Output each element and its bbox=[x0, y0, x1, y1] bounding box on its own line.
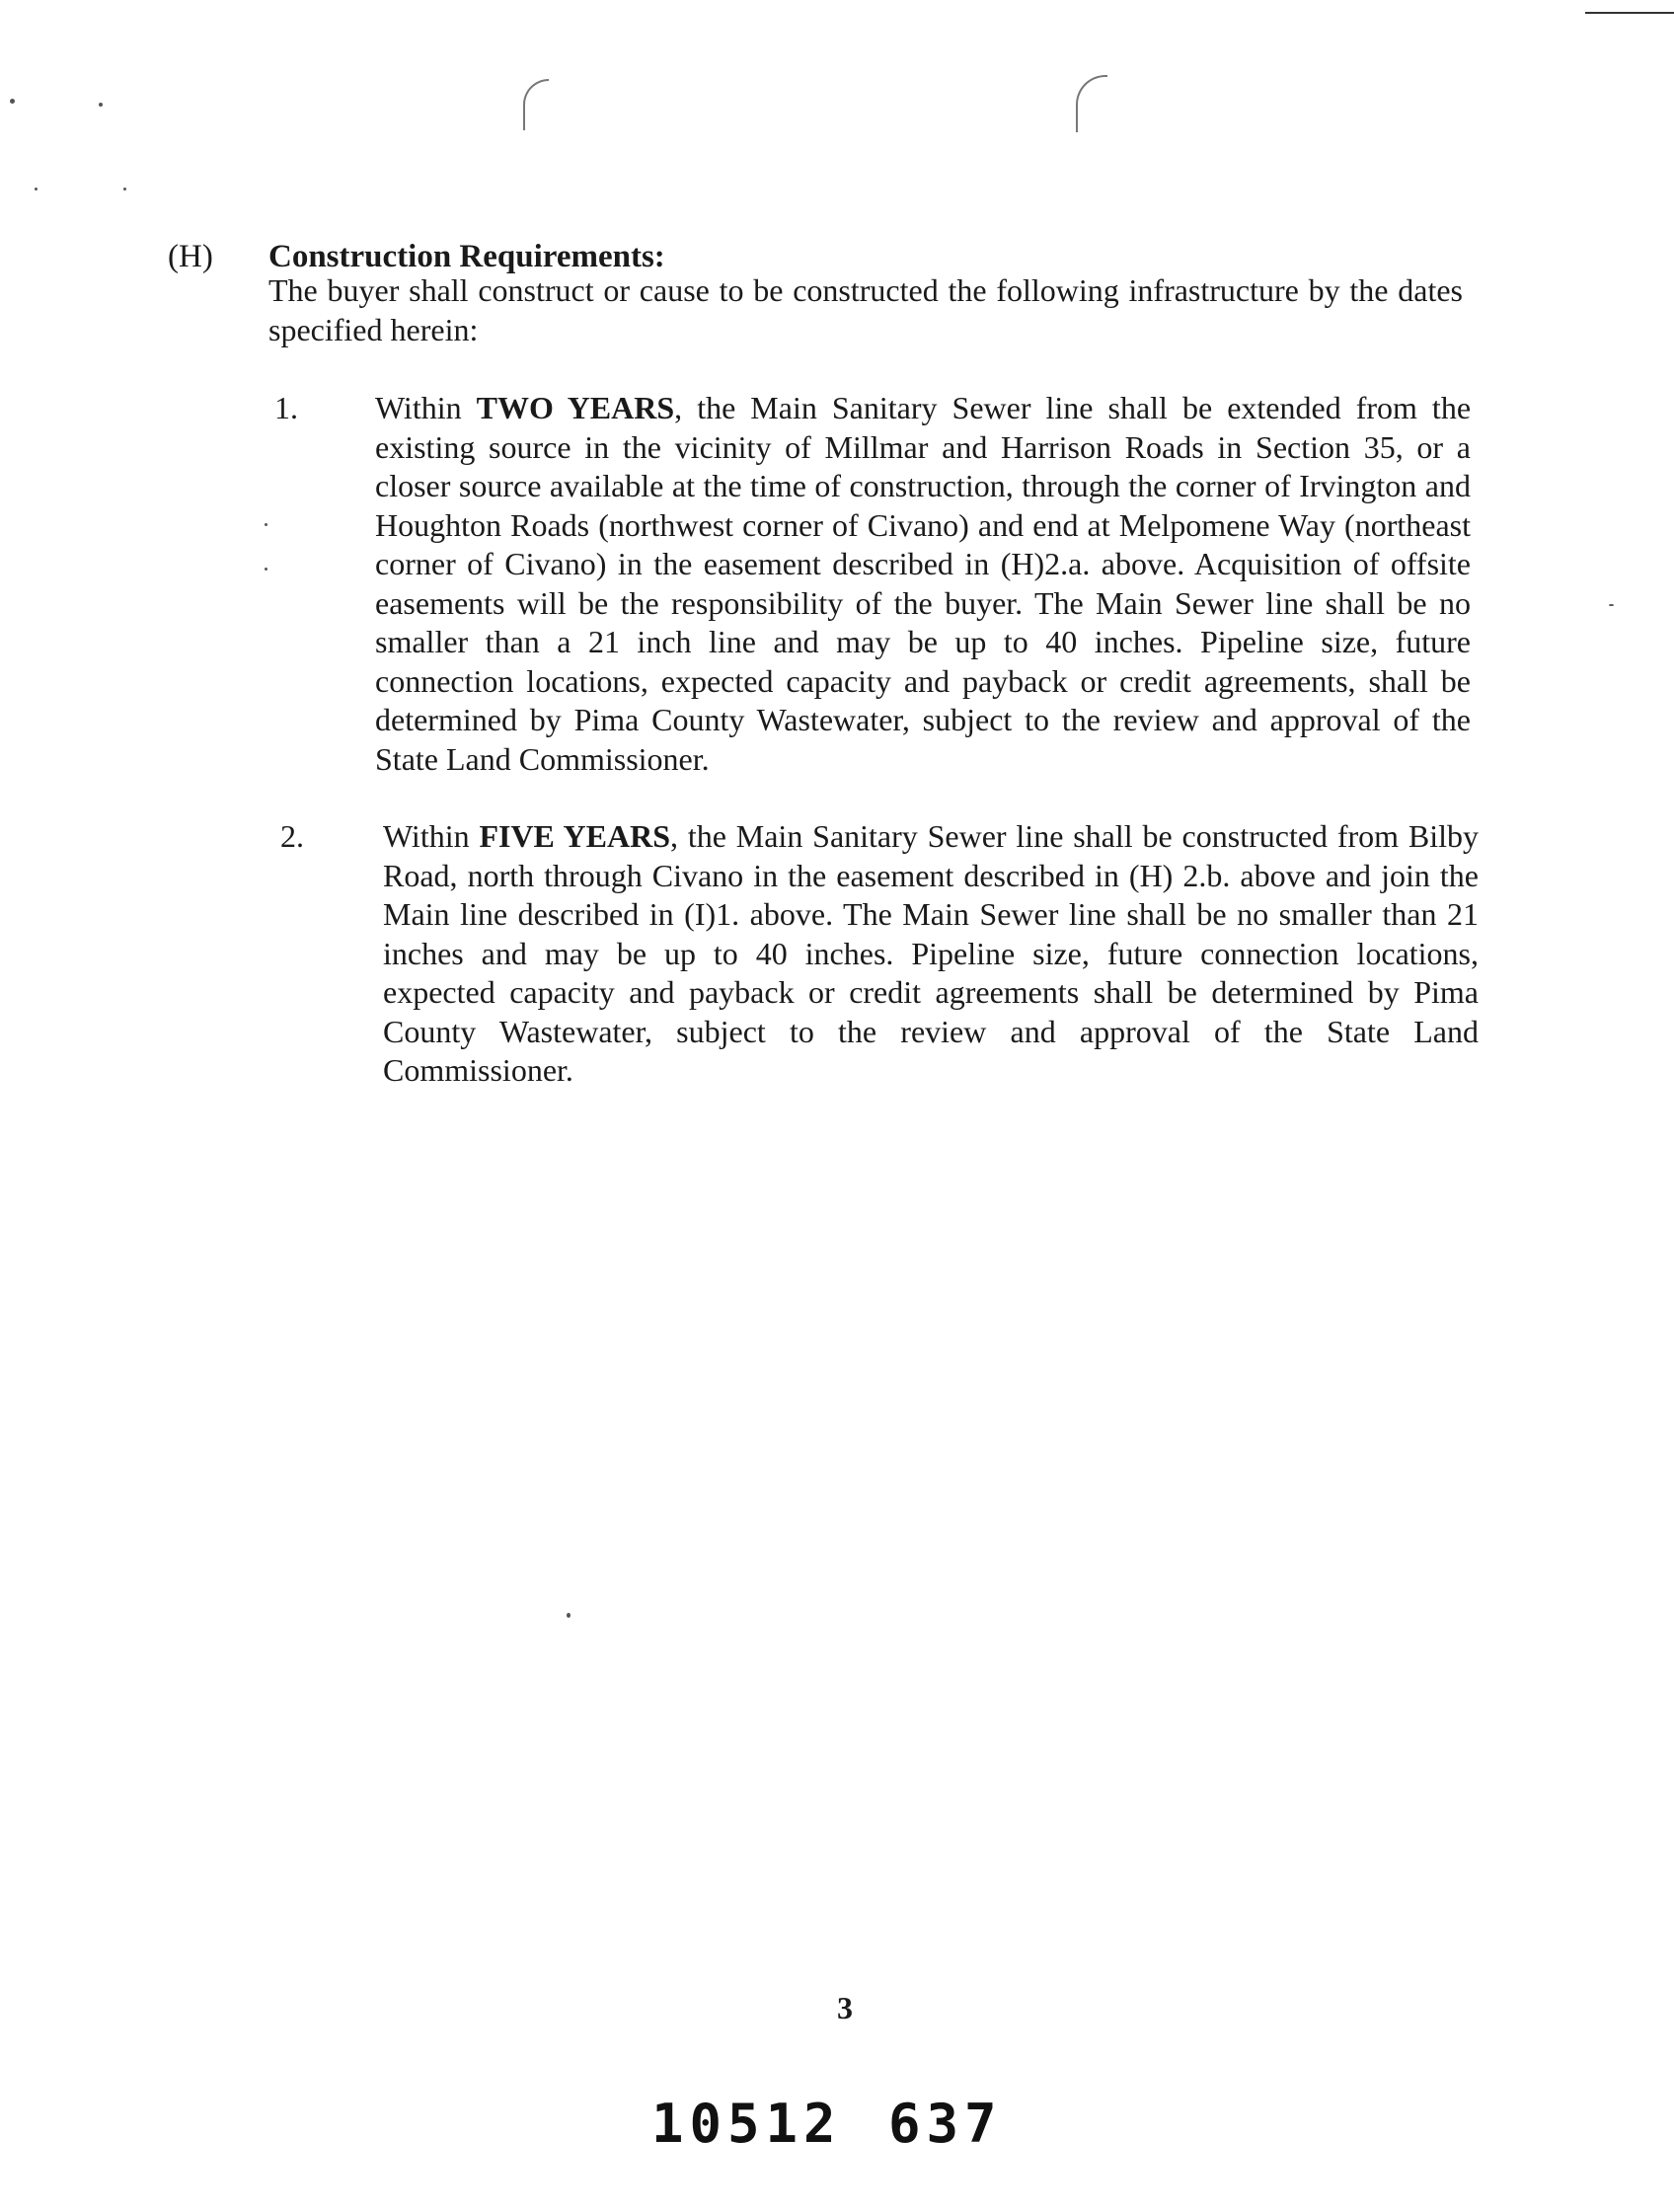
scan-speck bbox=[265, 523, 267, 526]
punch-hole-mark-right bbox=[1076, 75, 1107, 132]
item-text bbox=[383, 817, 1479, 1091]
item-deadline: TWO YEARS bbox=[476, 390, 675, 425]
scan-speck bbox=[35, 188, 38, 191]
item-number: 2. bbox=[280, 818, 304, 854]
scan-speck bbox=[1609, 604, 1614, 606]
section-title: Construction Requirements: bbox=[268, 239, 665, 274]
page-number: 3 bbox=[837, 1990, 853, 2025]
item-number: 1. bbox=[274, 390, 298, 425]
scan-speck bbox=[123, 188, 126, 191]
item-lead: Within bbox=[383, 818, 480, 854]
item-lead: Within bbox=[375, 390, 477, 425]
section-letter: (H) bbox=[168, 239, 213, 274]
section-intro: The buyer shall construct or cause to be constructed the following infrastructure by the dates specified herein: bbox=[268, 272, 1463, 347]
item-body: , the Main Sanitary Sewer line shall be constructed from Bilby Road, north through Civano in the easement described in (H) 2.b. above and join the Main line described in (I)1. above. The Main Sewer line shall be no smaller than 21 inches and may be up to 40 inches. Pipeline size, future connection locations, expected capacity and payback or credit agreements shall be determined by Pima County Wastewater, subject to the review and approval of the State Land Commissioner. bbox=[383, 818, 1480, 1088]
docket-stamp: 10512 bbox=[651, 2093, 842, 2155]
punch-hole-mark-left bbox=[523, 79, 549, 130]
item-deadline: FIVE YEARS bbox=[479, 818, 671, 854]
item-text bbox=[375, 389, 1471, 779]
scan-speck bbox=[99, 103, 103, 107]
scan-corner-line bbox=[1585, 12, 1674, 14]
item-body: , the Main Sanitary Sewer line shall be extended from the existing source in the vicinity of Millmar and Harrison Roads in Section 35, or a closer source available at the time of construction, through the corner of Irvington and Houghton Roads (northwest corner of Civano) and end at Melpomene Way (northeast corner of Civano) in the easement described in (H)2.a. above. Acquisition of offsite easements will be the responsibility of the buyer. The Main Sewer line shall be no smaller than a 21 inch line and may be up to 40 inches. Pipeline size, future connection locations, expected capacity and payback or credit agreements, shall be determined by Pima County Wastewater, subject to the review and approval of the State Land Commissioner. bbox=[375, 390, 1472, 777]
scan-speck bbox=[567, 1613, 571, 1618]
scan-speck bbox=[265, 568, 267, 571]
page-stamp: 637 bbox=[888, 2093, 1003, 2155]
scan-speck bbox=[10, 99, 15, 104]
